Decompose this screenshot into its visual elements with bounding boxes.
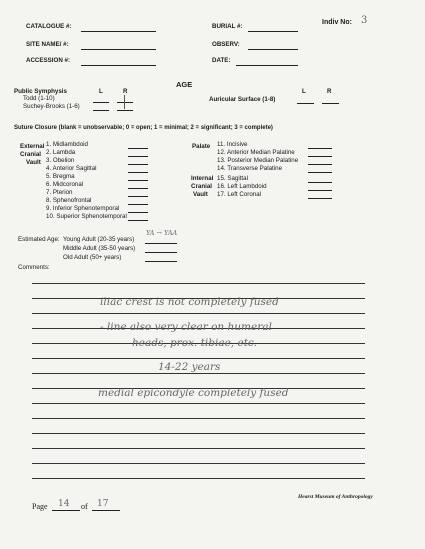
todd-label: Todd (1-10) xyxy=(23,95,55,102)
suture-field-9[interactable] xyxy=(128,212,148,213)
suture-item-13: 13. Posterior Median Palatine xyxy=(217,157,299,164)
burial-field[interactable] xyxy=(248,31,298,32)
comment-line[interactable] xyxy=(32,373,365,374)
page-label: Page xyxy=(32,502,48,511)
suchey-left-field[interactable] xyxy=(93,110,109,111)
suture-field-4[interactable] xyxy=(128,172,148,173)
suture-item-1: 1. Midlambdoid xyxy=(46,141,88,148)
estimated-age-handwritten: YA → YAA xyxy=(146,229,178,237)
suture-item-7: 7. Pterion xyxy=(46,189,73,196)
comment-line[interactable] xyxy=(32,283,365,284)
suture-item-2: 2. Lambda xyxy=(46,149,76,156)
comment-handwriting-4: 14-22 years xyxy=(158,361,221,373)
palate-label: Palate xyxy=(192,143,211,150)
suture-item-14: 14. Transverse Palatine xyxy=(217,165,283,172)
comment-line[interactable] xyxy=(32,403,365,404)
suture-heading: Suture Closure (blank = unobservable; 0 = open; 1 = minimal; 2 = significant; 3 = complete) xyxy=(14,125,273,131)
burial-label: BURIAL #: xyxy=(212,23,243,30)
age-option-middle: Middle Adult (35-50 years) xyxy=(63,245,136,252)
comment-handwriting-1: iliac crest is not completely fused xyxy=(100,296,279,308)
suture-item-12: 12. Anterior Median Palatine xyxy=(217,149,295,156)
page-of-label: of xyxy=(81,502,88,511)
suture-field-3[interactable] xyxy=(128,164,148,165)
pubic-symphysis-label: Public Symphysis xyxy=(14,88,67,95)
date-field[interactable] xyxy=(236,65,298,66)
accession-label: ACCESSION #: xyxy=(26,57,71,64)
internal-group-label-3: Vault xyxy=(193,191,208,198)
suture-field-5[interactable] xyxy=(128,180,148,181)
external-group-label-3: Vault xyxy=(26,159,41,166)
suture-field-11[interactable] xyxy=(308,148,332,149)
auricular-right-label: R xyxy=(327,88,332,95)
external-group-label-2: Cranial xyxy=(20,151,41,158)
suture-field-13[interactable] xyxy=(308,164,332,165)
page-number-field[interactable] xyxy=(52,510,80,511)
auricular-label: Auricular Surface (1-8) xyxy=(209,96,276,103)
age-title: AGE xyxy=(176,80,193,89)
external-group-label-1: External xyxy=(20,143,45,150)
date-label: DATE: xyxy=(212,57,231,64)
comment-line[interactable] xyxy=(32,358,365,359)
suture-field-10[interactable] xyxy=(128,220,148,221)
observ-label: OBSERV: xyxy=(212,41,240,48)
catalogue-label: CATALOGUE #: xyxy=(26,23,72,30)
young-adult-field[interactable] xyxy=(145,243,177,244)
suture-item-4: 4. Anterior Sagittal xyxy=(46,165,97,172)
comment-line[interactable] xyxy=(32,418,365,419)
auricular-right-field[interactable] xyxy=(322,103,339,104)
age-option-old: Old Adult (50+ years) xyxy=(63,254,122,261)
comment-handwriting-2: - line also very clear on humeral xyxy=(100,321,272,333)
todd-right-field[interactable] xyxy=(117,102,133,103)
suture-item-10: 10. Superior Sphenotemporal xyxy=(46,213,127,220)
suture-field-2[interactable] xyxy=(128,156,148,157)
site-field[interactable] xyxy=(81,49,156,50)
comment-handwriting-5: medial epicondyle completely fused xyxy=(98,387,289,399)
suture-item-16: 16. Left Lambdoid xyxy=(217,183,267,190)
suture-field-15[interactable] xyxy=(308,182,332,183)
todd-left-field[interactable] xyxy=(93,102,109,103)
suture-item-11: 11. Incisive xyxy=(217,141,248,148)
suture-item-3: 3. Obelion xyxy=(46,157,75,164)
pubic-left-label: L xyxy=(99,88,103,95)
site-label: SITE NAME/ #: xyxy=(26,41,69,48)
auricular-left-field[interactable] xyxy=(297,103,314,104)
page-total-value: 17 xyxy=(97,499,109,509)
indiv-label: Indiv No: xyxy=(322,19,352,26)
suchey-label: Suchey-Brooks (1-6) xyxy=(23,103,80,110)
page-total-field[interactable] xyxy=(92,510,120,511)
comment-line[interactable] xyxy=(32,478,365,479)
page-number-value: 14 xyxy=(58,499,70,509)
comments-label: Comments: xyxy=(18,264,50,271)
suture-field-14[interactable] xyxy=(308,172,332,173)
pubic-right-label: R xyxy=(123,88,128,95)
internal-group-label-1: Internal xyxy=(191,175,214,182)
age-option-young: Young Adult (20-35 years) xyxy=(63,236,135,243)
suture-field-17[interactable] xyxy=(308,198,332,199)
suture-item-6: 6. Midcoronal xyxy=(46,181,84,188)
suture-item-8: 8. Sphenofrontal xyxy=(46,197,92,204)
middle-adult-field[interactable] xyxy=(145,252,177,253)
suture-field-12[interactable] xyxy=(308,156,332,157)
accession-field[interactable] xyxy=(81,65,156,66)
suture-item-9: 9. Inferior Sphenotemporal xyxy=(46,205,120,212)
internal-group-label-2: Cranial xyxy=(191,183,212,190)
suture-field-7[interactable] xyxy=(128,196,148,197)
suchey-right-field[interactable] xyxy=(117,110,133,111)
observ-field[interactable] xyxy=(248,49,298,50)
suture-field-8[interactable] xyxy=(128,204,148,205)
auricular-left-label: L xyxy=(302,88,306,95)
suture-item-15: 15. Sagittal xyxy=(217,175,248,182)
old-adult-field[interactable] xyxy=(145,261,177,262)
museum-name: Hearst Museum of Anthropology xyxy=(298,494,373,500)
suture-item-5: 5. Bregma xyxy=(46,173,75,180)
estimated-age-label: Estimated Age: xyxy=(18,236,60,243)
comment-line[interactable] xyxy=(32,433,365,434)
comment-line[interactable] xyxy=(32,448,365,449)
catalogue-field[interactable] xyxy=(81,31,156,32)
comment-line[interactable] xyxy=(32,463,365,464)
pen-mark xyxy=(124,95,125,109)
suture-field-16[interactable] xyxy=(308,190,332,191)
indiv-value: 3 xyxy=(361,15,368,26)
comment-handwriting-3: heads, prox. tibiae, etc. xyxy=(132,337,258,349)
comment-line[interactable] xyxy=(32,313,365,314)
suture-item-17: 17. Left Coronal xyxy=(217,191,262,198)
suture-field-6[interactable] xyxy=(128,188,148,189)
suture-field-1[interactable] xyxy=(128,148,148,149)
